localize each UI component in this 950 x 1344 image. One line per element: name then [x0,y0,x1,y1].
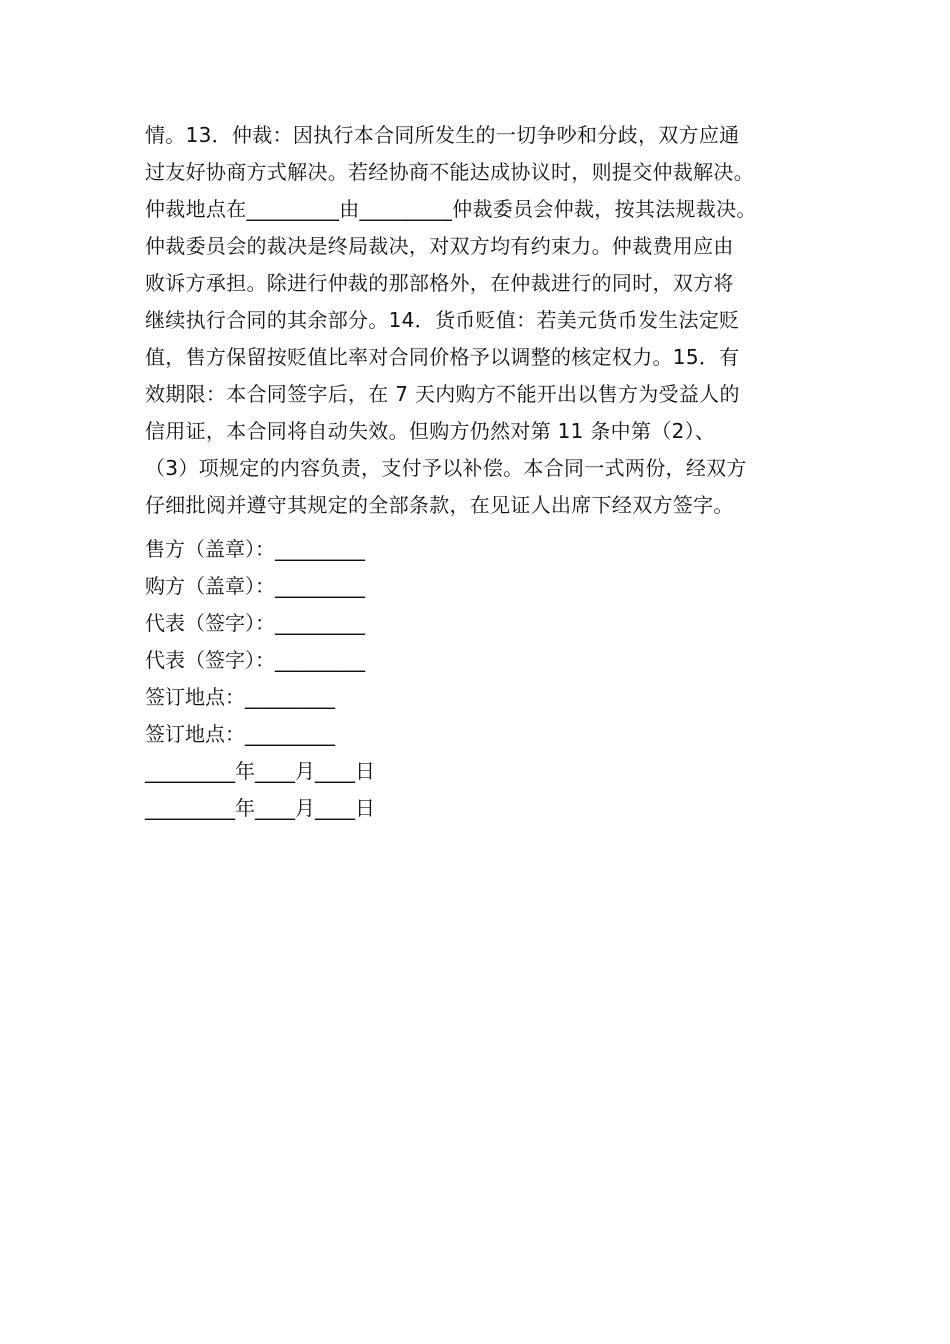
text-line: 值，售方保留按贬值比率对合同价格予以调整的核定权力。15．有 [145,345,740,369]
text-line: 败诉方承担。除进行仲裁的那部格外，在仲裁进行的同时，双方将 [145,271,734,295]
signing-place-line: 签订地点：_________ [145,722,335,746]
text-line: 仲裁委员会的裁决是终局裁决，对双方均有约束力。仲裁费用应由 [145,234,734,258]
text-line: （3）项规定的内容负责，支付予以补偿。本合同一式两份，经双方 [145,456,747,480]
text-line: 仔细批阅并遵守其规定的全部条款，在见证人出席下经双方签字。 [145,493,734,517]
text-line: 继续执行合同的其余部分。14．货币贬值：若美元货币发生法定贬 [145,308,740,332]
signature-block [145,531,545,827]
buyer-seal-line: 购方（盖章）：_________ [145,574,365,598]
seller-seal-line: 售方（盖章）：_________ [145,537,365,561]
text-line: 效期限：本合同签字后，在 7 天内购方不能开出以售方为受益人的 [145,382,740,406]
text-line: 情。13．仲裁：因执行本合同所发生的一切争吵和分歧，双方应通 [145,123,740,147]
signing-date-line: _________年____月____日 [145,796,375,820]
text-line: 仲裁地点在_________由_________仲裁委员会仲裁，按其法规裁决。 [145,197,757,221]
representative-signature-line: 代表（签字）：_________ [145,648,365,672]
contract-body-text [145,117,825,524]
signing-place-line: 签订地点：_________ [145,685,335,709]
representative-signature-line: 代表（签字）：_________ [145,611,365,635]
text-line: 过友好协商方式解决。若经协商不能达成协议时，则提交仲裁解决。 [145,160,754,184]
text-line: 信用证，本合同将自动失效。但购方仍然对第 11 条中第（2）、 [145,419,716,443]
signing-date-line: _________年____月____日 [145,759,375,783]
